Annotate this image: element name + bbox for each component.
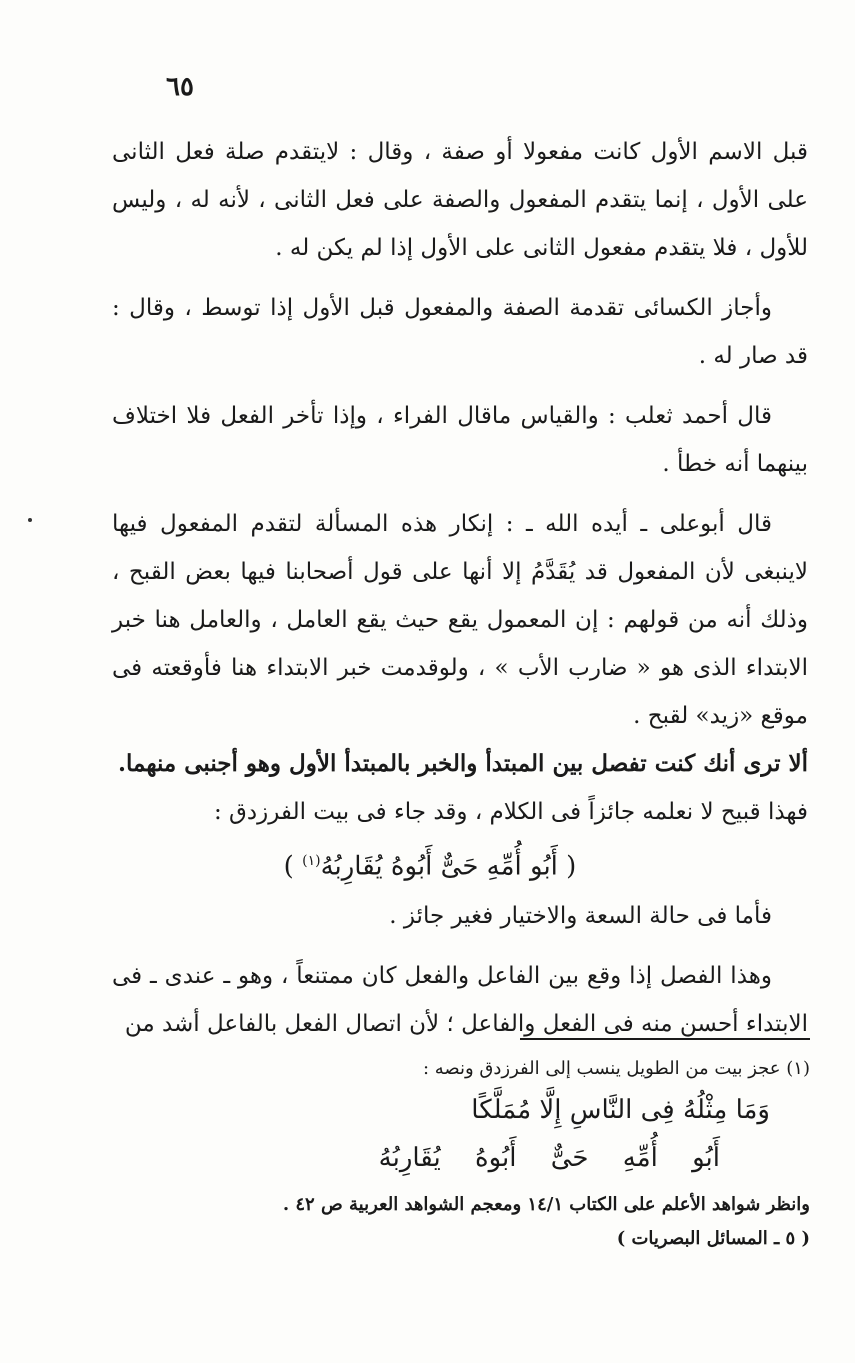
margin-dot [28, 518, 32, 522]
page-number: ٦٥ [166, 72, 194, 102]
verse-open-paren: ( [566, 851, 577, 882]
page-signature: ( ٥ ـ المسائل البصريات ) [616, 1228, 810, 1249]
paragraph-7: فأما فى حالة السعة والاختيار فغير جائز . [389, 902, 772, 929]
paragraph-8: وهذا الفصل إذا وقع بين الفاعل والفعل كان ممتنعاً ، وهو ـ عندى ـ فى الابتداء أحسن منه فى الفعل والفاعل ؛ لأن اتصال الفعل بالفاعل أشد من [112, 962, 808, 1037]
verse-quote [112, 836, 808, 892]
footnote-verse-line-1: وَمَا مِثْلُهُ فِى النَّاسِ إِلَّا مُمَلَّكًا [471, 1095, 770, 1125]
verse-text: أَبُو أُمِّهِ حَىٌّ أَبُوهُ يُقَارِبُهُ [320, 851, 558, 882]
footnotes [120, 1052, 810, 1256]
footnote-marker[interactable]: (١) [302, 853, 321, 869]
paragraph-4: قال أبوعلى ـ أيده الله ـ : إنكار هذه المسألة لتقدم المفعول فيها لاينبغى لأن المفعول قد يُقَدَّمُ إلا أنها على قول أصحابنا فيها بعض القبح ، وذلك أنه من قولهم : إن المعمول يقع حيث يقع العامل ، والعامل هنا خبر الابتداء الذى هو « ضارب الأب » ، ولوقدمت خبر الابتداء هنا فأوقعته فى موقع «زيد» لقبح . [112, 511, 808, 729]
paragraph-5: ألا ترى أنك كنت تفصل بين المبتدأ والخبر بالمبتدأ الأول وهو أجنبى منهما. [118, 750, 808, 777]
footnote-verse-line-2: أَبُو أُمِّهِ حَىٌّ أَبُوهُ يُقَارِبُهُ [378, 1143, 720, 1173]
main-text [112, 128, 808, 1048]
paragraph-1: قبل الاسم الأول كانت مفعولا أو صفة ، وقال : لايتقدم صلة فعل الثانى على الأول ، إنما يتقدم المفعول والصفة على فعل الثانى ، لأنه له ، وليس للأول ، فلا يتقدم مفعول الثانى على الأول إذا لم يكن له . [112, 139, 808, 261]
footnote-source: وانظر شواهد الأعلم على الكتاب ١٤/١ ومعجم الشواهد العربية ص ٤٢ . [282, 1194, 810, 1215]
paragraph-3: قال أحمد ثعلب : والقياس ماقال الفراء ، وإذا تأخر الفعل فلا اختلاف بينهما أنه خطأ . [112, 403, 808, 477]
footnote-intro: (١) عجز بيت من الطويل ينسب إلى الفرزدق ونصه : [422, 1058, 810, 1079]
verse-close-paren: ) [283, 851, 294, 882]
footnote-divider [520, 1038, 810, 1040]
paragraph-6: فهذا قبيح لا نعلمه جائزاً فى الكلام ، وقد جاء فى بيت الفرزدق : [213, 799, 808, 825]
paragraph-2: وأجاز الكسائى تقدمة الصفة والمفعول قبل الأول إذا توسط ، وقال : قد صار له . [112, 295, 808, 369]
